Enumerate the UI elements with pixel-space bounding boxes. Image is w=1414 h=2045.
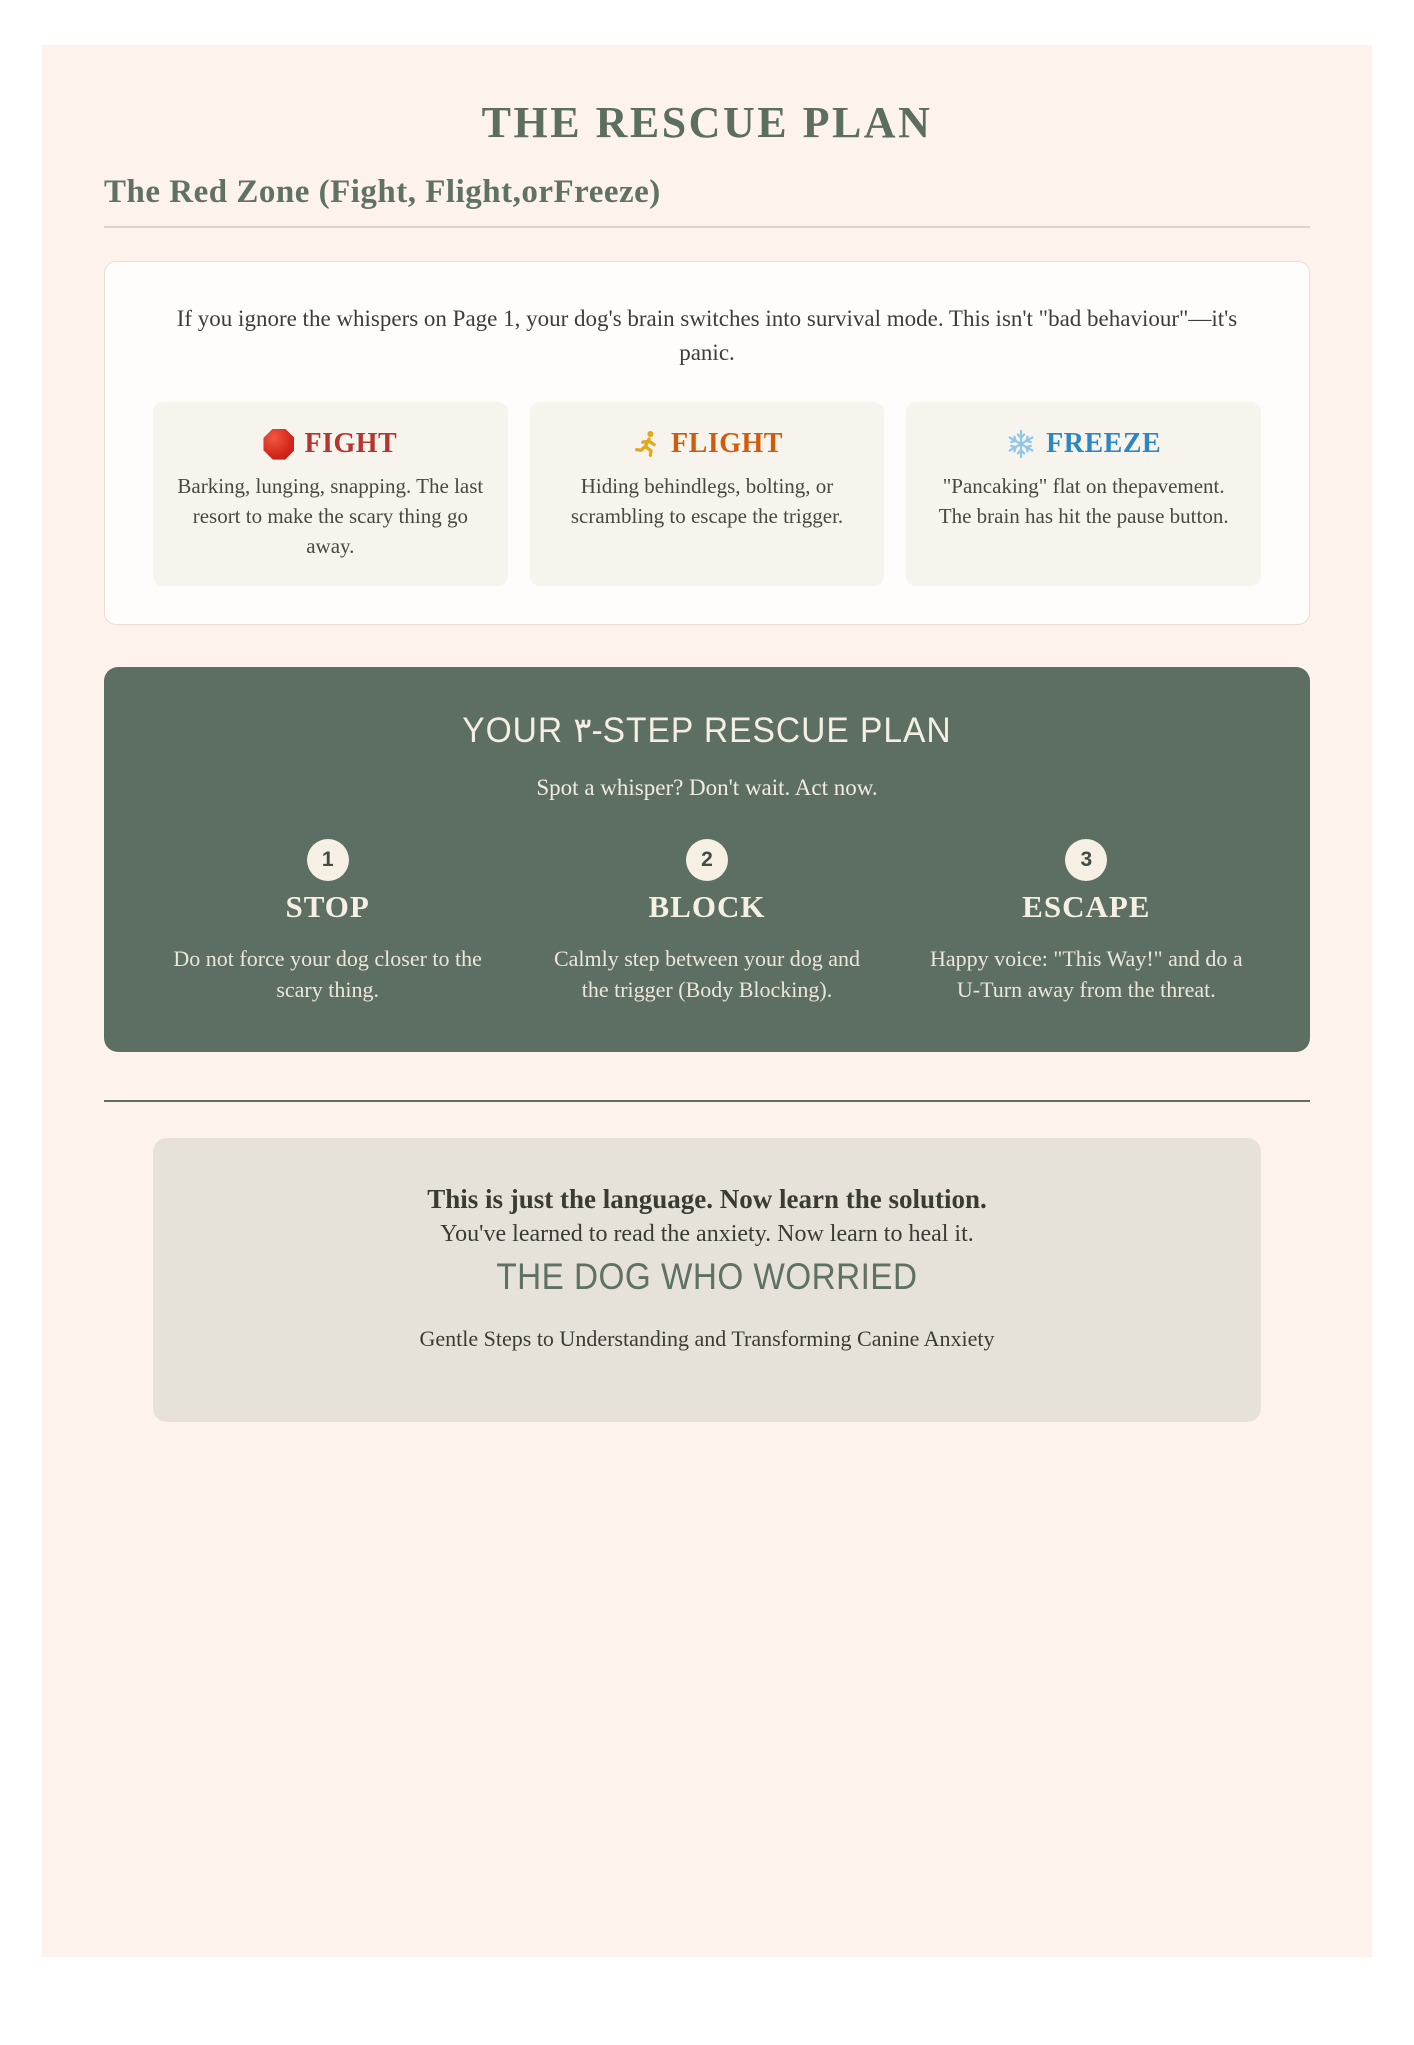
step-label-stop: STOP: [285, 888, 370, 924]
page-sheet: [42, 45, 1372, 1957]
step-stop: [160, 839, 495, 1007]
mode-header-freeze: [924, 428, 1243, 460]
mode-text-fight: Barking, lunging, snapping. The last resort to make the scary thing go away.: [177, 474, 484, 558]
step-text-stop: Do not force your dog closer to the scary thing.: [173, 945, 482, 1003]
page-title: THE RESCUE PLAN: [481, 98, 933, 147]
step-escape: [919, 839, 1254, 1007]
mode-label-flight: FLIGHT: [671, 428, 783, 460]
mode-card-fight: [153, 402, 508, 585]
modes-row: [153, 402, 1261, 585]
step-block: [539, 839, 874, 1007]
book-subtitle: Gentle Steps to Understanding and Transforming Canine Anxiety: [419, 1326, 995, 1352]
mode-header-fight: [171, 428, 490, 460]
steps-row: [160, 839, 1254, 1007]
stop-sign-icon: [263, 429, 294, 460]
mode-label-fight: FIGHT: [304, 428, 398, 460]
rescue-plan-panel: [104, 667, 1310, 1053]
step-text-block: Calmly step between your dog and the trigger (Body Blocking).: [553, 945, 861, 1003]
step-number-badge-3: 3: [1065, 839, 1107, 881]
step-label-block: BLOCK: [648, 888, 766, 924]
plan-title: YOUR ۳-STEP RESCUE PLAN: [462, 710, 952, 750]
mode-header-flight: [548, 428, 867, 460]
plan-subtitle: Spot a whisper? Don't wait. Act now.: [536, 774, 878, 800]
mode-text-flight: Hiding behindlegs, bolting, or scrambling to escape the trigger.: [570, 474, 844, 528]
step-number-badge-2: 2: [686, 839, 728, 881]
mode-card-flight: [530, 402, 885, 585]
footer-box: [153, 1138, 1261, 1422]
footer-secondary-line: You've learned to read the anxiety. Now learn to heal it.: [440, 1221, 974, 1248]
intro-card: [104, 261, 1310, 625]
heading-rule: [104, 226, 1310, 228]
book-title-text: THE DOG WHO WORRIED: [496, 1256, 918, 1298]
step-number-badge-1: 1: [307, 839, 349, 881]
footer-emphasis-line: This is just the language. Now learn the solution.: [427, 1184, 987, 1215]
section-heading: The Red Zone (Fight, Flight,orFreeze): [104, 174, 661, 210]
section-divider: [104, 1100, 1310, 1102]
mode-label-freeze: FREEZE: [1046, 428, 1162, 460]
runner-icon: [631, 429, 661, 459]
snowflake-icon: [1006, 429, 1036, 459]
step-text-escape: Happy voice: "This Way!" and do a U-Turn away from the threat.: [929, 945, 1243, 1003]
book-title: [193, 1256, 1221, 1298]
step-label-escape: ESCAPE: [1022, 888, 1151, 924]
mode-text-freeze: "Pancaking" flat on thepavement. The brain has hit the pause button.: [938, 474, 1229, 528]
mode-card-freeze: [906, 402, 1261, 585]
intro-paragraph: If you ignore the whispers on Page 1, your dog's brain switches into survival mode. This isn't "bad behaviour"—it's panic.: [176, 306, 1238, 366]
